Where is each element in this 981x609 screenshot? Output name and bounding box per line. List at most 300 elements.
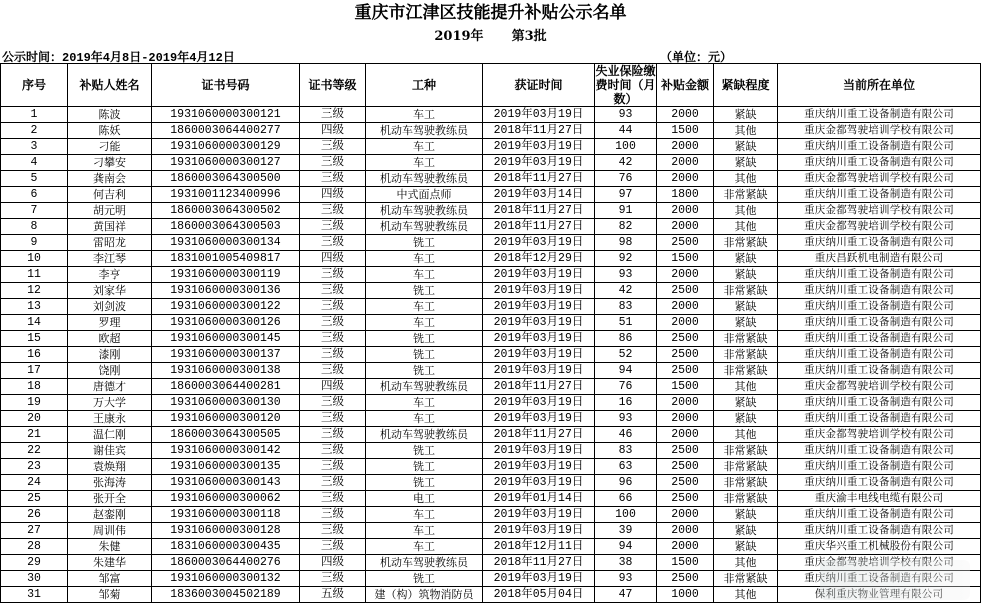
cell-employer: 重庆金都驾驶培训学校有限公司 xyxy=(778,123,981,139)
cell-trade: 铣工 xyxy=(366,347,483,363)
cell-trade: 车工 xyxy=(366,395,483,411)
cell-urgency: 非常紧缺 xyxy=(714,475,778,491)
cell-amount: 2500 xyxy=(657,331,714,347)
cell-trade: 机动车驾驶教练员 xyxy=(366,203,483,219)
cell-seq: 17 xyxy=(1,363,68,379)
cell-date: 2018年11月27日 xyxy=(483,171,595,187)
cell-date: 2019年03月19日 xyxy=(483,139,595,155)
cell-employer: 重庆纳川重工设备制造有限公司 xyxy=(778,283,981,299)
cell-employer: 保利重庆物业管理有限公司 xyxy=(778,587,981,603)
cell-seq: 11 xyxy=(1,267,68,283)
cell-cert-no: 1860003064300503 xyxy=(152,219,300,235)
cell-months: 76 xyxy=(595,171,657,187)
cell-name: 温仁刚 xyxy=(68,427,152,443)
cell-level: 四级 xyxy=(300,251,366,267)
cell-cert-no: 1860003064300500 xyxy=(152,171,300,187)
cell-level: 三级 xyxy=(300,267,366,283)
cell-date: 2019年03月19日 xyxy=(483,315,595,331)
cell-date: 2019年03月14日 xyxy=(483,187,595,203)
cell-level: 三级 xyxy=(300,459,366,475)
cell-name: 胡元明 xyxy=(68,203,152,219)
cell-date: 2018年12月11日 xyxy=(483,539,595,555)
cell-cert-no: 1931060000300126 xyxy=(152,315,300,331)
header-amount: 补贴金额 xyxy=(657,64,714,107)
page-title: 重庆市江津区技能提升补贴公示名单 xyxy=(354,3,627,23)
table-row xyxy=(1,443,981,459)
cell-trade: 机动车驾驶教练员 xyxy=(366,123,483,139)
cell-cert-no: 1931060000300142 xyxy=(152,443,300,459)
cell-trade: 机动车驾驶教练员 xyxy=(366,379,483,395)
cell-date: 2019年03月19日 xyxy=(483,443,595,459)
cell-name: 周训伟 xyxy=(68,523,152,539)
cell-date: 2018年11月27日 xyxy=(483,379,595,395)
cell-trade: 机动车驾驶教练员 xyxy=(366,171,483,187)
cell-seq: 1 xyxy=(1,107,68,123)
cell-cert-no: 1931060000300062 xyxy=(152,491,300,507)
cell-trade: 机动车驾驶教练员 xyxy=(366,427,483,443)
cell-months: 98 xyxy=(595,235,657,251)
table-body xyxy=(1,107,981,603)
cell-trade: 车工 xyxy=(366,507,483,523)
cell-level: 三级 xyxy=(300,235,366,251)
cell-seq: 24 xyxy=(1,475,68,491)
cell-amount: 1500 xyxy=(657,379,714,395)
cell-months: 16 xyxy=(595,395,657,411)
cell-name: 赵銮刚 xyxy=(68,507,152,523)
cell-date: 2019年01月14日 xyxy=(483,491,595,507)
cell-employer: 重庆纳川重工设备制造有限公司 xyxy=(778,571,981,587)
cell-employer: 重庆纳川重工设备制造有限公司 xyxy=(778,395,981,411)
table-row xyxy=(1,315,981,331)
cell-level: 三级 xyxy=(300,395,366,411)
cell-level: 四级 xyxy=(300,379,366,395)
cell-date: 2019年03月19日 xyxy=(483,363,595,379)
cell-level: 三级 xyxy=(300,571,366,587)
cell-level: 三级 xyxy=(300,315,366,331)
table-row xyxy=(1,299,981,315)
unit-note: （单位：元） xyxy=(660,51,733,65)
cell-cert-no: 1831001005409817 xyxy=(152,251,300,267)
cell-urgency: 非常紧缺 xyxy=(714,459,778,475)
cell-amount: 2000 xyxy=(657,411,714,427)
cell-amount: 2500 xyxy=(657,571,714,587)
cell-trade: 电工 xyxy=(366,491,483,507)
cell-level: 三级 xyxy=(300,443,366,459)
cell-months: 46 xyxy=(595,427,657,443)
publish-period: 公示时间：2019年4月8日-2019年4月12日 xyxy=(2,51,235,65)
cell-name: 陈妖 xyxy=(68,123,152,139)
cell-months: 63 xyxy=(595,459,657,475)
cell-date: 2019年03月19日 xyxy=(483,395,595,411)
cell-urgency: 非常紧缺 xyxy=(714,571,778,587)
watermark-logo xyxy=(820,560,970,600)
cell-amount: 2000 xyxy=(657,139,714,155)
cell-level: 三级 xyxy=(300,171,366,187)
cell-urgency: 非常紧缺 xyxy=(714,283,778,299)
cell-months: 39 xyxy=(595,523,657,539)
cell-amount: 2500 xyxy=(657,235,714,251)
table-row xyxy=(1,347,981,363)
cell-amount: 2000 xyxy=(657,507,714,523)
cell-seq: 18 xyxy=(1,379,68,395)
table-row xyxy=(1,187,981,203)
table-row xyxy=(1,235,981,251)
cell-employer: 重庆纳川重工设备制造有限公司 xyxy=(778,475,981,491)
cell-employer: 重庆纳川重工设备制造有限公司 xyxy=(778,363,981,379)
cell-months: 66 xyxy=(595,491,657,507)
cell-months: 42 xyxy=(595,283,657,299)
cell-employer: 重庆纳川重工设备制造有限公司 xyxy=(778,107,981,123)
cell-months: 97 xyxy=(595,187,657,203)
cell-amount: 1500 xyxy=(657,123,714,139)
cell-cert-no: 1860003064400281 xyxy=(152,379,300,395)
cell-date: 2019年03月19日 xyxy=(483,347,595,363)
cell-months: 93 xyxy=(595,267,657,283)
cell-name: 刘家华 xyxy=(68,283,152,299)
cell-employer: 重庆昌跃机电制造有限公司 xyxy=(778,251,981,267)
cell-urgency: 其他 xyxy=(714,219,778,235)
cell-cert-no: 1931060000300145 xyxy=(152,331,300,347)
cell-urgency: 其他 xyxy=(714,171,778,187)
cell-level: 四级 xyxy=(300,187,366,203)
cell-months: 76 xyxy=(595,379,657,395)
table-row xyxy=(1,283,981,299)
cell-urgency: 其他 xyxy=(714,555,778,571)
year-label: 2019年 xyxy=(434,29,484,44)
cell-amount: 2000 xyxy=(657,395,714,411)
cell-name: 万大学 xyxy=(68,395,152,411)
header-name: 补贴人姓名 xyxy=(68,64,152,107)
table-row xyxy=(1,107,981,123)
cell-amount: 2500 xyxy=(657,475,714,491)
cell-cert-no: 1860003064400276 xyxy=(152,555,300,571)
cell-trade: 车工 xyxy=(366,411,483,427)
cell-date: 2018年05月04日 xyxy=(483,587,595,603)
cell-trade: 铣工 xyxy=(366,571,483,587)
cell-cert-no: 1836003004502189 xyxy=(152,587,300,603)
header-cert-no: 证书号码 xyxy=(152,64,300,107)
cell-name: 刁攀安 xyxy=(68,155,152,171)
cell-employer: 重庆纳川重工设备制造有限公司 xyxy=(778,315,981,331)
table-row xyxy=(1,203,981,219)
cell-seq: 7 xyxy=(1,203,68,219)
cell-employer: 重庆金都驾驶培训学校有限公司 xyxy=(778,171,981,187)
cell-seq: 8 xyxy=(1,219,68,235)
cell-months: 38 xyxy=(595,555,657,571)
cell-months: 51 xyxy=(595,315,657,331)
cell-months: 83 xyxy=(595,443,657,459)
cell-seq: 6 xyxy=(1,187,68,203)
cell-date: 2019年03月19日 xyxy=(483,571,595,587)
cell-urgency: 其他 xyxy=(714,379,778,395)
cell-employer: 重庆纳川重工设备制造有限公司 xyxy=(778,443,981,459)
cell-name: 李江琴 xyxy=(68,251,152,267)
subtitle xyxy=(0,27,981,46)
cell-trade: 铣工 xyxy=(366,331,483,347)
table-row xyxy=(1,363,981,379)
cell-name: 黄国祥 xyxy=(68,219,152,235)
cell-name: 张开全 xyxy=(68,491,152,507)
cell-trade: 车工 xyxy=(366,267,483,283)
cell-name: 刘剑波 xyxy=(68,299,152,315)
cell-cert-no: 1931060000300132 xyxy=(152,571,300,587)
cell-seq: 16 xyxy=(1,347,68,363)
cell-urgency: 非常紧缺 xyxy=(714,187,778,203)
cell-level: 三级 xyxy=(300,203,366,219)
cell-seq: 31 xyxy=(1,587,68,603)
cell-amount: 2500 xyxy=(657,491,714,507)
table-row xyxy=(1,507,981,523)
cell-employer: 重庆华兴重工机械股份有限公司 xyxy=(778,539,981,555)
cell-seq: 9 xyxy=(1,235,68,251)
cell-level: 三级 xyxy=(300,331,366,347)
cell-amount: 2000 xyxy=(657,315,714,331)
cell-seq: 25 xyxy=(1,491,68,507)
header-seq: 序号 xyxy=(1,64,68,107)
cell-urgency: 非常紧缺 xyxy=(714,347,778,363)
cell-urgency: 其他 xyxy=(714,587,778,603)
cell-level: 三级 xyxy=(300,411,366,427)
cell-months: 100 xyxy=(595,139,657,155)
cell-seq: 12 xyxy=(1,283,68,299)
cell-months: 100 xyxy=(595,507,657,523)
cell-name: 欧超 xyxy=(68,331,152,347)
cell-name: 张海涛 xyxy=(68,475,152,491)
cell-amount: 1500 xyxy=(657,251,714,267)
cell-amount: 1000 xyxy=(657,587,714,603)
cell-seq: 3 xyxy=(1,139,68,155)
cell-date: 2018年11月27日 xyxy=(483,555,595,571)
subsidy-table xyxy=(0,63,981,603)
cell-urgency: 其他 xyxy=(714,427,778,443)
cell-date: 2018年12月29日 xyxy=(483,251,595,267)
cell-trade: 铣工 xyxy=(366,459,483,475)
cell-cert-no: 1931060000300121 xyxy=(152,107,300,123)
cell-name: 邹富 xyxy=(68,571,152,587)
cell-cert-no: 1931060000300129 xyxy=(152,139,300,155)
cell-trade: 车工 xyxy=(366,155,483,171)
cell-date: 2018年11月27日 xyxy=(483,427,595,443)
header-level: 证书等级 xyxy=(300,64,366,107)
cell-amount: 2500 xyxy=(657,443,714,459)
cell-urgency: 紧缺 xyxy=(714,299,778,315)
cell-name: 陈波 xyxy=(68,107,152,123)
cell-level: 三级 xyxy=(300,363,366,379)
cell-name: 袁焕翔 xyxy=(68,459,152,475)
cell-amount: 2000 xyxy=(657,219,714,235)
cell-level: 五级 xyxy=(300,587,366,603)
cell-date: 2019年03月19日 xyxy=(483,507,595,523)
cell-months: 94 xyxy=(595,363,657,379)
cell-employer: 重庆纳川重工设备制造有限公司 xyxy=(778,347,981,363)
cell-months: 92 xyxy=(595,251,657,267)
cell-seq: 23 xyxy=(1,459,68,475)
cell-level: 三级 xyxy=(300,491,366,507)
cell-cert-no: 1860003064300505 xyxy=(152,427,300,443)
cell-urgency: 其他 xyxy=(714,203,778,219)
cell-months: 44 xyxy=(595,123,657,139)
cell-employer: 重庆纳川重工设备制造有限公司 xyxy=(778,459,981,475)
cell-date: 2019年03月19日 xyxy=(483,299,595,315)
table-row xyxy=(1,539,981,555)
cell-name: 王康永 xyxy=(68,411,152,427)
cell-cert-no: 1931060000300134 xyxy=(152,235,300,251)
cell-name: 饶刚 xyxy=(68,363,152,379)
cell-amount: 2500 xyxy=(657,363,714,379)
cell-employer: 重庆纳川重工设备制造有限公司 xyxy=(778,155,981,171)
cell-level: 三级 xyxy=(300,155,366,171)
cell-trade: 铣工 xyxy=(366,443,483,459)
cell-amount: 2000 xyxy=(657,155,714,171)
cell-date: 2019年03月19日 xyxy=(483,155,595,171)
cell-cert-no: 1931060000300128 xyxy=(152,523,300,539)
cell-cert-no: 1931060000300119 xyxy=(152,267,300,283)
table-row xyxy=(1,395,981,411)
cell-date: 2019年03月19日 xyxy=(483,267,595,283)
cell-seq: 20 xyxy=(1,411,68,427)
cell-name: 朱健 xyxy=(68,539,152,555)
cell-seq: 21 xyxy=(1,427,68,443)
cell-name: 朱建华 xyxy=(68,555,152,571)
cell-date: 2018年11月27日 xyxy=(483,219,595,235)
cell-cert-no: 1931060000300136 xyxy=(152,283,300,299)
table-row xyxy=(1,379,981,395)
table-row xyxy=(1,523,981,539)
cell-level: 三级 xyxy=(300,219,366,235)
cell-trade: 建（构）筑物消防员 xyxy=(366,587,483,603)
cell-months: 93 xyxy=(595,411,657,427)
cell-level: 三级 xyxy=(300,299,366,315)
cell-level: 四级 xyxy=(300,555,366,571)
cell-seq: 19 xyxy=(1,395,68,411)
cell-employer: 重庆纳川重工设备制造有限公司 xyxy=(778,331,981,347)
cell-seq: 4 xyxy=(1,155,68,171)
table-row xyxy=(1,459,981,475)
cell-months: 94 xyxy=(595,539,657,555)
cell-date: 2019年03月19日 xyxy=(483,475,595,491)
cell-level: 三级 xyxy=(300,507,366,523)
cell-trade: 车工 xyxy=(366,107,483,123)
cell-cert-no: 1931060000300135 xyxy=(152,459,300,475)
cell-urgency: 紧缺 xyxy=(714,395,778,411)
cell-seq: 15 xyxy=(1,331,68,347)
cell-employer: 重庆纳川重工设备制造有限公司 xyxy=(778,187,981,203)
batch-label: 第3批 xyxy=(511,29,547,44)
cell-date: 2018年11月27日 xyxy=(483,203,595,219)
header-urgency: 紧缺程度 xyxy=(714,64,778,107)
cell-months: 93 xyxy=(595,107,657,123)
cell-employer: 重庆纳川重工设备制造有限公司 xyxy=(778,411,981,427)
cell-date: 2019年03月19日 xyxy=(483,283,595,299)
cell-seq: 29 xyxy=(1,555,68,571)
cell-urgency: 紧缺 xyxy=(714,315,778,331)
cell-cert-no: 1931060000300137 xyxy=(152,347,300,363)
cell-months: 52 xyxy=(595,347,657,363)
cell-employer: 重庆纳川重工设备制造有限公司 xyxy=(778,139,981,155)
cell-level: 四级 xyxy=(300,123,366,139)
table-row xyxy=(1,251,981,267)
cell-seq: 28 xyxy=(1,539,68,555)
cell-trade: 铣工 xyxy=(366,363,483,379)
cell-months: 86 xyxy=(595,331,657,347)
cell-amount: 2000 xyxy=(657,107,714,123)
cell-employer: 重庆纳川重工设备制造有限公司 xyxy=(778,523,981,539)
cell-employer: 重庆金都驾驶培训学校有限公司 xyxy=(778,555,981,571)
cell-cert-no: 1931001123400996 xyxy=(152,187,300,203)
cell-seq: 14 xyxy=(1,315,68,331)
cell-level: 三级 xyxy=(300,107,366,123)
table-row xyxy=(1,123,981,139)
cell-employer: 重庆纳川重工设备制造有限公司 xyxy=(778,299,981,315)
cell-amount: 2500 xyxy=(657,347,714,363)
cell-name: 刁能 xyxy=(68,139,152,155)
cell-name: 雷昭龙 xyxy=(68,235,152,251)
cell-months: 83 xyxy=(595,299,657,315)
table-row xyxy=(1,155,981,171)
cell-urgency: 紧缺 xyxy=(714,507,778,523)
cell-name: 漆刚 xyxy=(68,347,152,363)
cell-trade: 车工 xyxy=(366,523,483,539)
cell-name: 龚南会 xyxy=(68,171,152,187)
cell-employer: 重庆纳川重工设备制造有限公司 xyxy=(778,235,981,251)
cell-months: 96 xyxy=(595,475,657,491)
cell-months: 93 xyxy=(595,571,657,587)
cell-trade: 车工 xyxy=(366,251,483,267)
cell-trade: 车工 xyxy=(366,315,483,331)
cell-cert-no: 1860003064400277 xyxy=(152,123,300,139)
cell-urgency: 非常紧缺 xyxy=(714,235,778,251)
cell-amount: 2000 xyxy=(657,203,714,219)
table-row xyxy=(1,491,981,507)
cell-seq: 13 xyxy=(1,299,68,315)
cell-level: 三级 xyxy=(300,283,366,299)
table-row xyxy=(1,267,981,283)
table-row xyxy=(1,219,981,235)
cell-date: 2019年03月19日 xyxy=(483,523,595,539)
cell-employer: 重庆纳川重工设备制造有限公司 xyxy=(778,267,981,283)
header-trade: 工种 xyxy=(366,64,483,107)
table-row xyxy=(1,171,981,187)
cell-months: 82 xyxy=(595,219,657,235)
cell-level: 三级 xyxy=(300,139,366,155)
cell-seq: 26 xyxy=(1,507,68,523)
cell-amount: 2000 xyxy=(657,539,714,555)
cell-months: 91 xyxy=(595,203,657,219)
cell-seq: 2 xyxy=(1,123,68,139)
cell-urgency: 紧缺 xyxy=(714,107,778,123)
cell-amount: 2500 xyxy=(657,459,714,475)
cell-level: 三级 xyxy=(300,427,366,443)
cell-cert-no: 1831060000300435 xyxy=(152,539,300,555)
header-insurance: 失业保险缴费时间（月数） xyxy=(595,64,656,106)
table-row xyxy=(1,331,981,347)
cell-date: 2018年11月27日 xyxy=(483,123,595,139)
meta-bar xyxy=(0,46,981,64)
cell-date: 2019年03月19日 xyxy=(483,411,595,427)
cell-amount: 2000 xyxy=(657,299,714,315)
cell-seq: 27 xyxy=(1,523,68,539)
cell-trade: 车工 xyxy=(366,299,483,315)
header-employer: 当前所在单位 xyxy=(778,64,981,107)
cell-employer: 重庆纳川重工设备制造有限公司 xyxy=(778,507,981,523)
cell-level: 三级 xyxy=(300,347,366,363)
cell-urgency: 非常紧缺 xyxy=(714,443,778,459)
cell-employer: 重庆金都驾驶培训学校有限公司 xyxy=(778,427,981,443)
cell-urgency: 非常紧缺 xyxy=(714,331,778,347)
cell-seq: 5 xyxy=(1,171,68,187)
cell-employer: 重庆渝丰电线电缆有限公司 xyxy=(778,491,981,507)
cell-seq: 30 xyxy=(1,571,68,587)
